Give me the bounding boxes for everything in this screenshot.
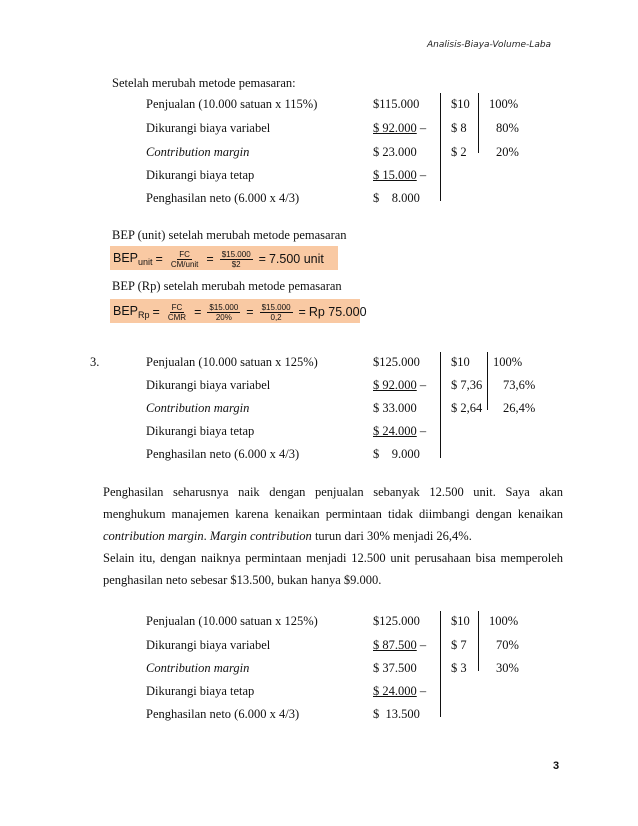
- s1-row1-pct: 100%: [489, 97, 519, 111]
- s1-row2-amount: $ 92.000: [373, 121, 417, 135]
- bep-unit-formula: $BEP_{unit}$ = $\frac{FC}{\text{CM/unit}}$ = $\frac{\$15.000}{\$2}$ = 7.500 unit: [113, 249, 324, 269]
- s1-row4-minus: –: [419, 168, 427, 182]
- s3-row2-amount: $ 87.500: [373, 638, 417, 652]
- s3-row1-unit: $10: [451, 614, 470, 628]
- s1-row3-amount: $ 23.000: [373, 145, 417, 159]
- bep-unit-frac1: $\frac{FC}{\text{CM/unit}}$: [170, 249, 199, 269]
- bep-rp-title: BEP (Rp) setelah merubah metode pemasaran: [112, 279, 342, 293]
- s2-row1-label: Penjualan (10.000 satuan x 125%): [146, 355, 318, 369]
- s2-row4-amount: $ 24.000: [373, 424, 417, 438]
- s3-row3-pct: 30%: [496, 661, 519, 675]
- bep-rp-frac1: $\frac{FC}{\text{CMR}}$: [167, 302, 187, 322]
- s3-row2-label: Dikurangi biaya variabel: [146, 638, 271, 652]
- bep-rp-lhs: BEP: [113, 304, 139, 318]
- s1-row5-label: Penghasilan neto (6.000 x 4/3): [146, 191, 300, 205]
- s3-row1-pct: 100%: [489, 614, 519, 628]
- s2-row2-amount: $ 92.000: [373, 378, 417, 392]
- s3-row1-amount: $125.000: [373, 614, 420, 628]
- page-number: 3: [553, 760, 560, 772]
- s3-row2-unit: $ 7: [451, 638, 467, 652]
- bep-unit-lhs: BEP: [113, 251, 139, 265]
- s2-number: 3.: [90, 355, 100, 369]
- s1-divider-2: [478, 93, 479, 153]
- s2-row5-label: Penghasilan neto (6.000 x 4/3): [146, 447, 300, 461]
- s3-row4-label: Dikurangi biaya tetap: [146, 684, 255, 698]
- s3-row5-amount: $ 13.500: [373, 707, 420, 721]
- s3-row3-amount: $ 37.500: [373, 661, 417, 675]
- s2-divider-1: [440, 352, 441, 458]
- s2-row5-amount: $ 9.000: [373, 447, 420, 461]
- s1-row4-label: Dikurangi biaya tetap: [146, 168, 255, 182]
- analysis-paragraph-1: Penghasilan seharusnya naik dengan penjualan sebanyak 12.500 unit. Saya akan menghukum manajemen karena kenaikan permintaan tidak diimbangi dengan kenaikan contribution margin. Margin contribution turun dari 30% menjadi 26,4%.: [103, 485, 563, 543]
- s2-row2-pct: 73,6%: [503, 378, 536, 392]
- s2-row4-minus: –: [419, 424, 427, 438]
- s3-row3-unit: $ 3: [451, 661, 467, 675]
- s2-row2-label: Dikurangi biaya variabel: [146, 378, 271, 392]
- bep-rp-sub: Rp: [138, 310, 150, 320]
- s3-row1-label: Penjualan (10.000 satuan x 125%): [146, 614, 318, 628]
- s2-row2-minus: –: [419, 378, 427, 392]
- s1-row2-minus: –: [419, 121, 427, 135]
- s2-divider-2: [487, 352, 488, 410]
- s1-row3-label: Contribution margin: [146, 145, 250, 159]
- s1-row1-unit: $10: [451, 97, 470, 111]
- s3-divider-1: [440, 611, 441, 717]
- s1-row4-amount: $ 15.000: [373, 168, 417, 182]
- s1-row1-label: Penjualan (10.000 satuan x 115%): [146, 97, 318, 111]
- s2-row3-pct: 26,4%: [503, 401, 536, 415]
- bep-unit-result: 7.500 unit: [268, 252, 324, 266]
- bep-rp-frac2: $\frac{\$15.000}{20\%}$: [209, 302, 239, 322]
- s2-row2-unit: $ 7,36: [451, 378, 483, 392]
- s3-row2-pct: 70%: [496, 638, 519, 652]
- s2-row3-label: Contribution margin: [146, 401, 250, 415]
- s2-row1-pct: 100%: [493, 355, 523, 369]
- bep-rp-result: Rp 75.000: [308, 305, 367, 319]
- s1-row3-unit: $ 2: [451, 145, 467, 159]
- s2-row1-unit: $10: [451, 355, 470, 369]
- s1-row2-unit: $ 8: [451, 121, 467, 135]
- s3-row2-minus: –: [419, 638, 427, 652]
- s2-row1-amount: $125.000: [373, 355, 420, 369]
- s1-row5-amount: $ 8.000: [373, 191, 420, 205]
- s2-row4-label: Dikurangi biaya tetap: [146, 424, 255, 438]
- s1-divider-1: [440, 93, 441, 201]
- s3-row5-label: Penghasilan neto (6.000 x 4/3): [146, 707, 300, 721]
- s3-row4-amount: $ 24.000: [373, 684, 417, 698]
- bep-rp-frac3: $\frac{\$15.000}{0,2}$: [261, 302, 291, 322]
- s1-row2-label: Dikurangi biaya variabel: [146, 121, 271, 135]
- bep-rp-formula: $BEP_{Rp}$ = $\frac{FC}{\text{CMR}}$ = $\frac{\$15.000}{20\%}$ = $\frac{\$15.000}{0,2}$ = Rp 75.000: [113, 302, 367, 322]
- s1-row3-pct: 20%: [496, 145, 519, 159]
- analysis-paragraph-2: Selain itu, dengan naiknya permintaan menjadi 12.500 unit perusahaan bisa memperoleh penghasilan neto sebesar $13.500, bukan hanya $9.000.: [103, 551, 563, 587]
- s3-row3-label: Contribution margin: [146, 661, 250, 675]
- bep-unit-frac2: $\frac{\$15.000}{\$2}$: [221, 249, 251, 269]
- s1-row2-pct: 80%: [496, 121, 519, 135]
- bep-unit-sub: unit: [138, 257, 153, 267]
- s3-divider-2: [478, 611, 479, 671]
- s2-row3-unit: $ 2,64: [451, 401, 483, 415]
- s2-row3-amount: $ 33.000: [373, 401, 417, 415]
- s3-row4-minus: –: [419, 684, 427, 698]
- s1-row1-amount: $115.000: [373, 97, 420, 111]
- section1-intro: Setelah merubah metode pemasaran:: [112, 76, 296, 90]
- bep-unit-title: BEP (unit) setelah merubah metode pemasaran: [112, 228, 347, 242]
- running-header: Analisis-Biaya-Volume-Laba: [427, 40, 552, 50]
